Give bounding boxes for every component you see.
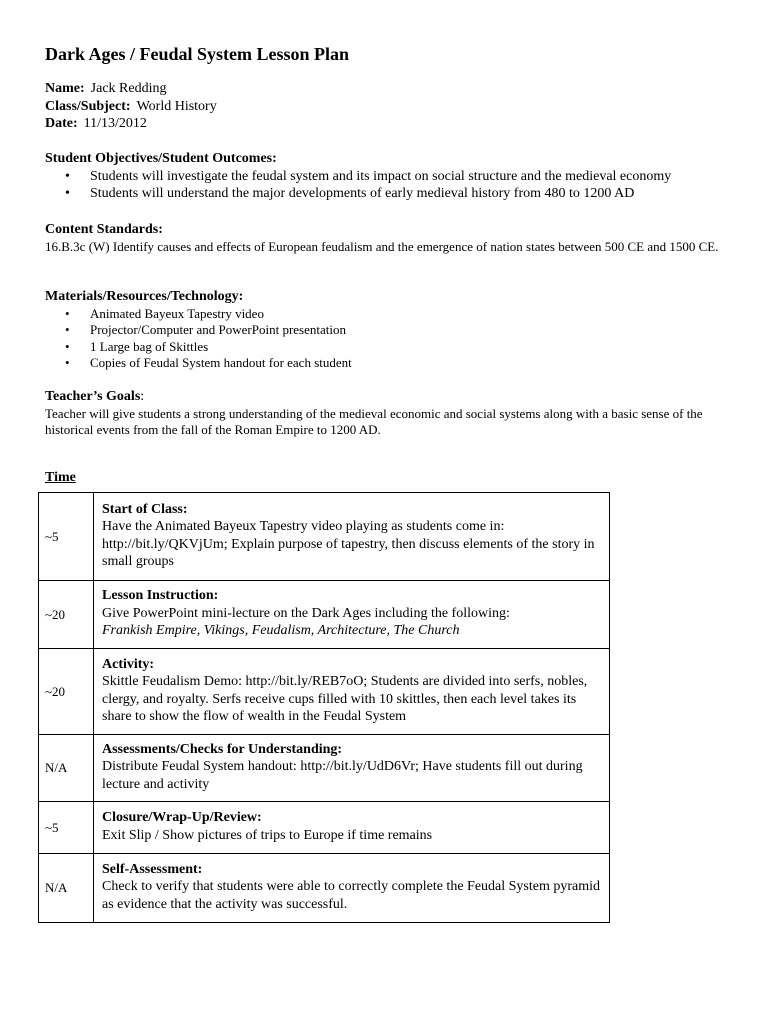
objectives-list xyxy=(45,168,725,203)
list-item: • Students will understand the major developments of early medieval history from 480 to 1200 AD xyxy=(45,185,725,203)
goals-heading-colon: : xyxy=(140,389,145,404)
activity-cell xyxy=(94,854,610,923)
list-item: • 1 Large bag of Skittles xyxy=(45,339,725,356)
section-heading: Student Objectives/Student Outcomes: xyxy=(45,151,277,166)
section-heading xyxy=(45,388,725,406)
activity-text: Give PowerPoint mini-lecture on the Dark Ages including the following: xyxy=(102,605,510,621)
list-item: • Students will investigate the feudal system and its impact on social structure and the medieval economy xyxy=(45,168,725,186)
activity-topics: Frankish Empire, Vikings, Feudalism, Architecture, The Church xyxy=(102,623,460,639)
goals-text: Teacher will give students a strong understanding of the medieval economic and social systems along with a basic sense of the historical events from the fall of the Roman Empire to 1200 AD. xyxy=(45,405,703,437)
time-heading: Time xyxy=(45,470,76,485)
meta-value: Jack Redding xyxy=(90,81,167,96)
activity-text: Skittle Feudalism Demo: http://bit.ly/REB7oO; Students are divided into serfs, nobles, clergy, and royalty. Serfs receive cups filled with 10 skittles, then each level takes its share to show the flow of wealth in the Feudal System xyxy=(102,674,588,724)
time-cell: N/A xyxy=(39,735,94,802)
list-item: • Copies of Feudal System handout for each student xyxy=(45,355,725,372)
table-row xyxy=(39,649,610,735)
activity-cell xyxy=(94,802,610,854)
meta-date-row xyxy=(45,115,217,133)
document-title: Dark Ages / Feudal System Lesson Plan xyxy=(45,44,350,64)
materials-list xyxy=(45,306,725,372)
meta-label: Date: xyxy=(45,116,78,131)
table-row xyxy=(39,581,610,649)
time-cell: N/A xyxy=(39,854,94,923)
activity-label: Start of Class: xyxy=(102,501,188,517)
activity-text: Exit Slip / Show pictures of trips to Europe if time remains xyxy=(102,827,433,843)
table-row xyxy=(39,802,610,854)
meta-value: World History xyxy=(136,98,217,114)
activity-text: Distribute Feudal System handout: http://bit.ly/UdD6Vr; Have students fill out during lecture and activity xyxy=(102,759,583,792)
time-cell: ~5 xyxy=(39,493,94,581)
objectives-section xyxy=(45,150,725,203)
time-cell: ~5 xyxy=(39,802,94,854)
meta-info xyxy=(45,80,217,133)
activity-cell xyxy=(94,649,610,735)
meta-name-row xyxy=(45,80,217,98)
standards-text: 16.B.3c (W) Identify causes and effects of European feudalism and the emergence of nation states between 500 CE and 1500 CE. xyxy=(45,238,719,254)
activity-label: Self-Assessment: xyxy=(102,861,203,877)
goals-section xyxy=(45,388,725,439)
meta-value: 11/13/2012 xyxy=(83,116,147,131)
section-heading: Content Standards: xyxy=(45,222,163,237)
activity-label: Assessments/Checks for Understanding: xyxy=(102,741,343,757)
table-row xyxy=(39,854,610,923)
standards-section xyxy=(45,221,725,255)
time-cell: ~20 xyxy=(39,649,94,735)
list-item: • Animated Bayeux Tapestry video xyxy=(45,306,725,323)
activity-text: Check to verify that students were able to correctly complete the Feudal System pyramid as evidence that the activity was successful. xyxy=(102,879,601,912)
meta-label: Name: xyxy=(45,81,85,96)
table-row xyxy=(39,735,610,802)
activity-cell xyxy=(94,581,610,649)
list-item: • Projector/Computer and PowerPoint presentation xyxy=(45,322,725,339)
activity-label: Activity: xyxy=(102,656,155,672)
activity-text: Have the Animated Bayeux Tapestry video playing as students come in: http://bit.ly/QKVjUm; Explain purpose of tapestry, then discuss elements of the story in small groups xyxy=(102,519,595,569)
activity-cell xyxy=(94,735,610,802)
goals-heading-text: Teacher’s Goals xyxy=(45,389,141,404)
meta-label: Class/Subject: xyxy=(45,98,131,114)
materials-section xyxy=(45,288,725,372)
activity-label: Closure/Wrap-Up/Review: xyxy=(102,810,262,825)
activity-label: Lesson Instruction: xyxy=(102,588,219,604)
meta-class-row xyxy=(45,98,217,116)
time-cell: ~20 xyxy=(39,581,94,649)
section-heading: Materials/Resources/Technology: xyxy=(45,289,244,304)
schedule-table xyxy=(38,492,610,923)
table-row xyxy=(39,493,610,581)
activity-cell xyxy=(94,493,610,581)
